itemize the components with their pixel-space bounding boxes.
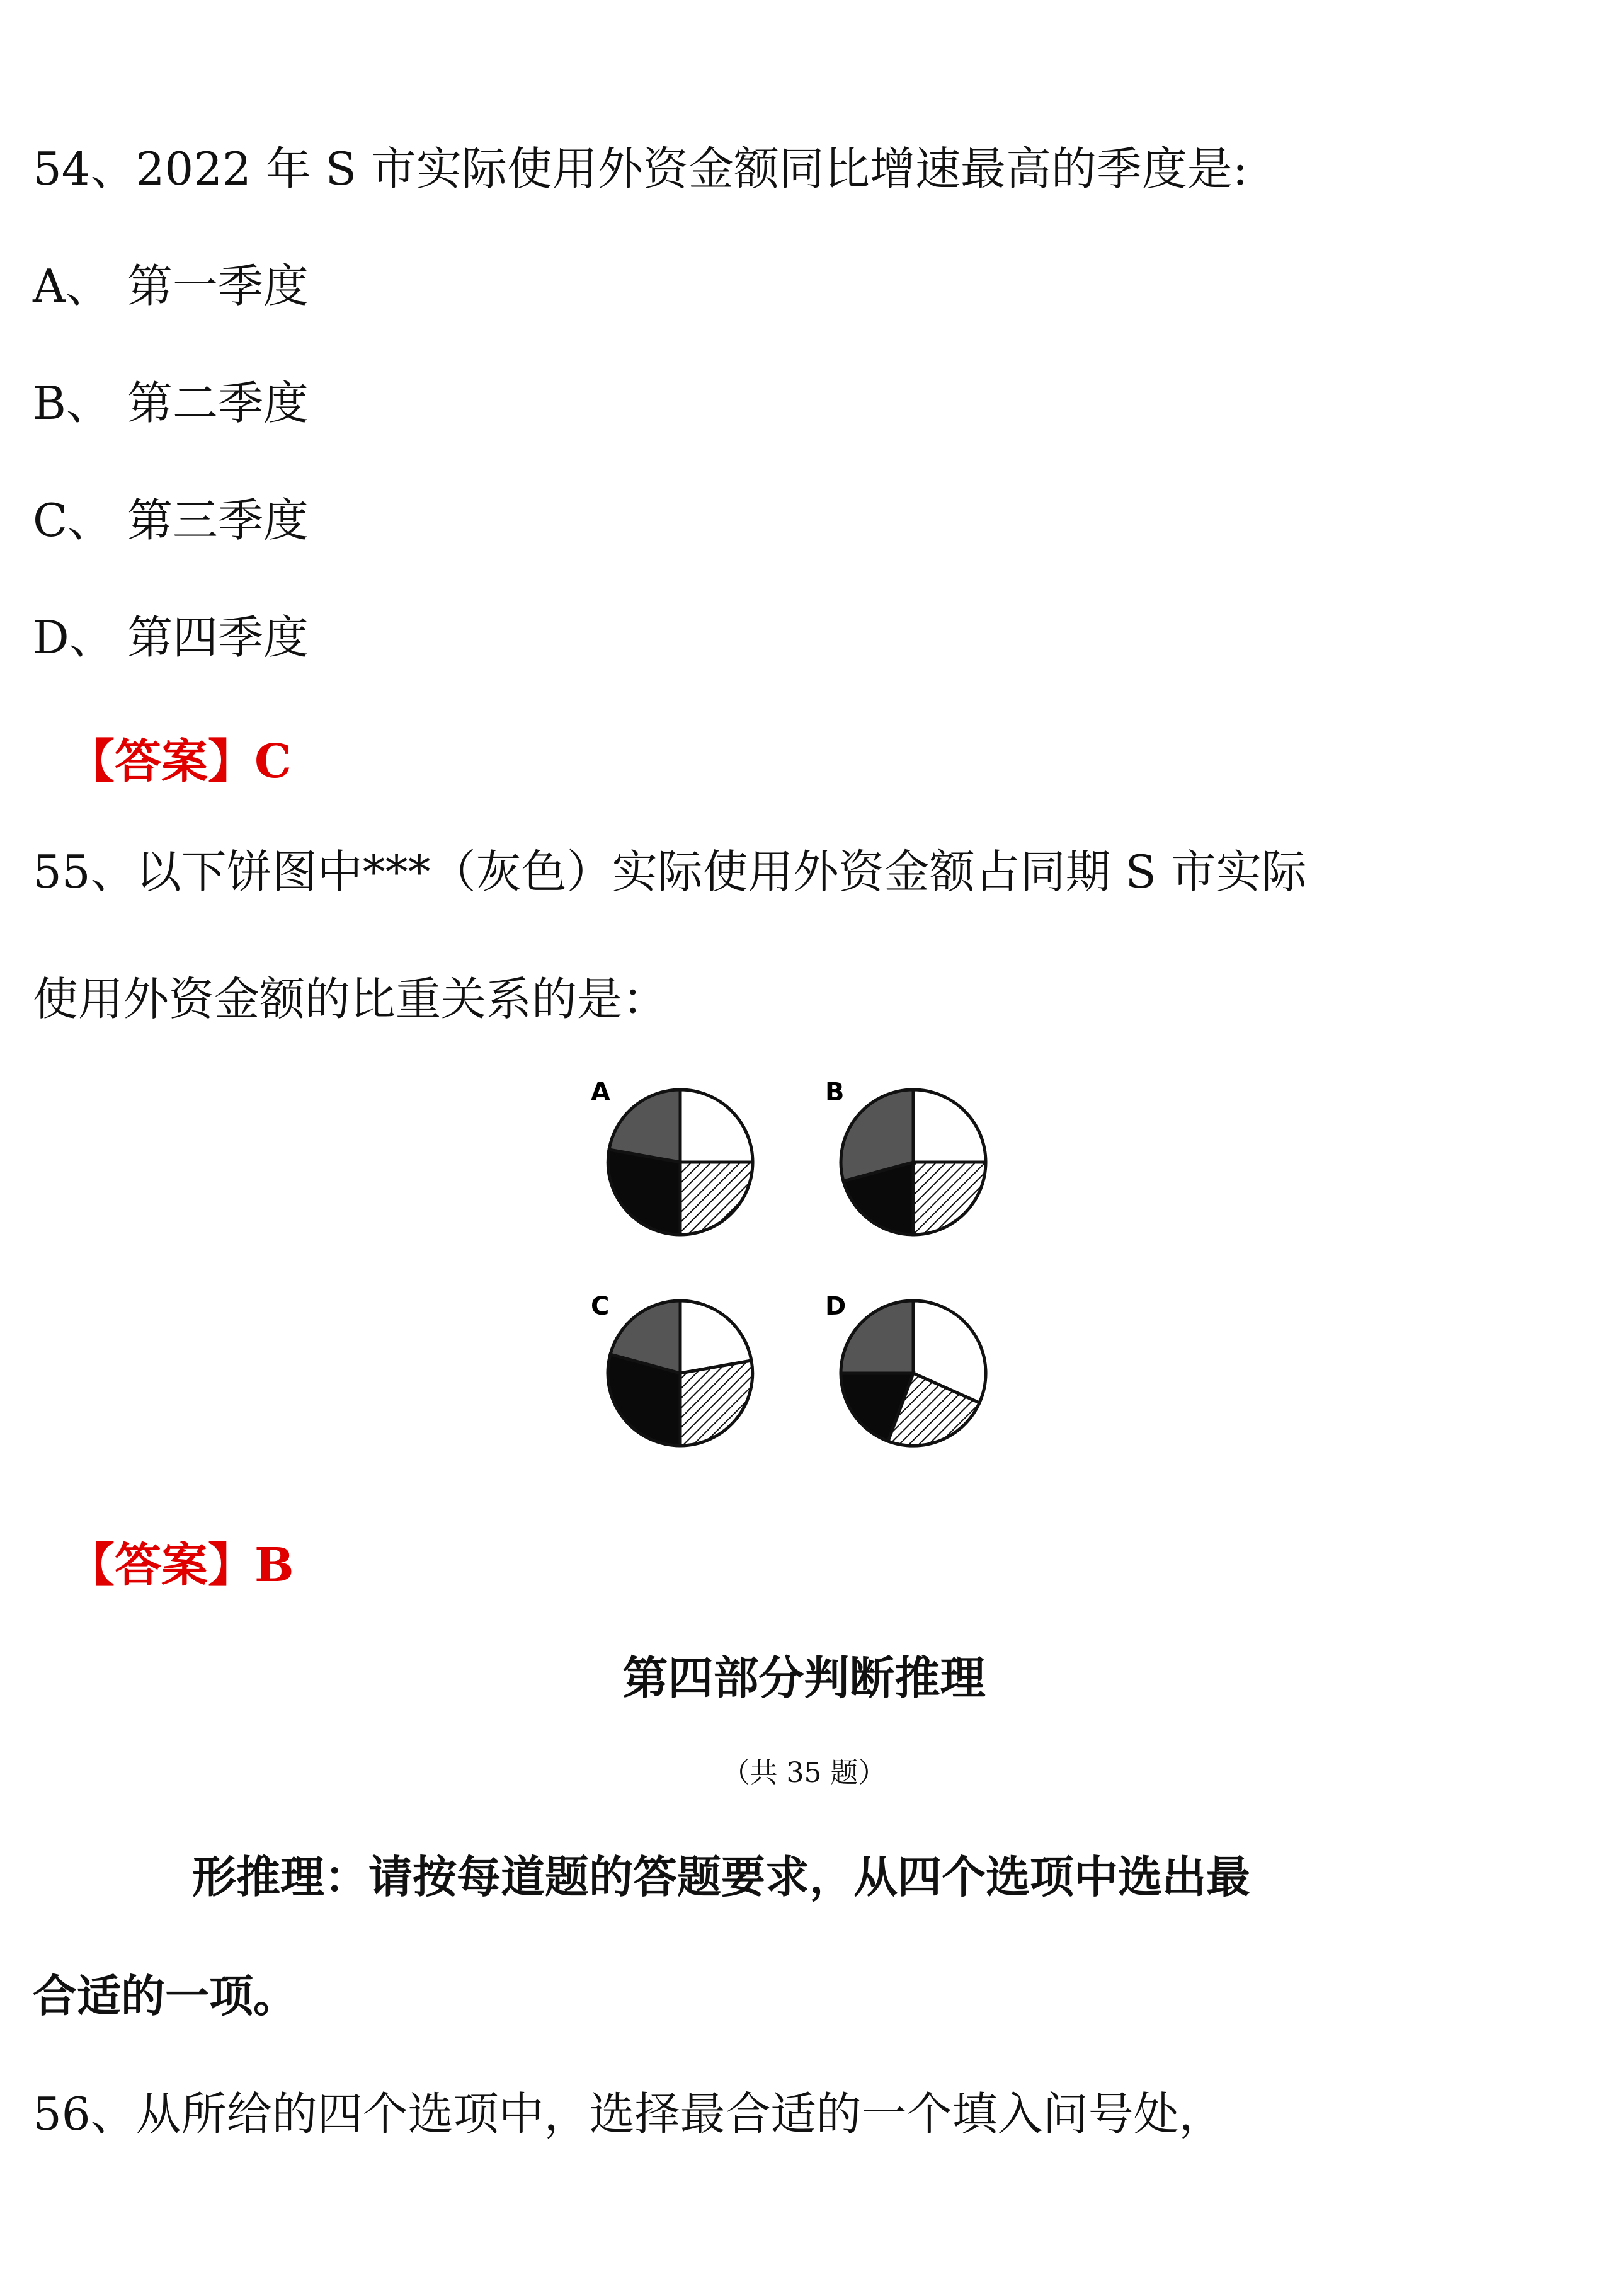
section-subtitle: （共 35 题） (722, 1757, 886, 1789)
q55-answer: 【答案】B (68, 1538, 294, 1592)
section-title: 第四部分判断推理 (622, 1652, 986, 1705)
pie-option-c[interactable] (591, 1292, 753, 1446)
q54-option-a[interactable] (33, 260, 309, 312)
option-text: 第三季度 (127, 494, 309, 547)
q55-stem-line2: 使用外资金额的比重关系的是： (33, 973, 668, 1025)
option-letter: C、 (33, 494, 113, 547)
section-instruction-line2: 合适的一项。 (33, 1970, 297, 2022)
option-text: 第一季度 (127, 260, 309, 312)
option-letter: B、 (33, 377, 111, 430)
q54-option-b[interactable] (33, 377, 309, 430)
q56-stem: 56、从所给的四个选项中，选择最合适的一个填入问号处， (33, 2088, 1224, 2140)
q55-stem-line1: 55、以下饼图中***（灰色）实际使用外资金额占同期 S 市实际 (33, 845, 1307, 898)
section-instruction-line1: 形推理：请按每道题的答题要求，从四个选项中选出最 (192, 1851, 1250, 1903)
option-text: 第四季度 (127, 611, 309, 664)
option-letter: A、 (33, 260, 111, 312)
q54-stem: 54、2022 年 S 市实际使用外资金额同比增速最高的季度是: (33, 142, 1248, 195)
pie-label-a: A (591, 1078, 610, 1107)
pie-label-c: C (591, 1292, 610, 1321)
q54-option-c[interactable] (33, 494, 309, 547)
pie-option-a[interactable] (591, 1078, 753, 1235)
q54-option-d[interactable] (33, 611, 309, 664)
pie-option-b[interactable] (825, 1078, 986, 1235)
option-letter: D、 (33, 611, 115, 664)
q54-answer: 【答案】C (68, 734, 292, 789)
pie-label-d: D (825, 1292, 847, 1321)
pie-options-figure (579, 1068, 1033, 1458)
pie-label-b: B (825, 1078, 845, 1107)
option-text: 第二季度 (127, 377, 309, 430)
pie-option-d[interactable] (825, 1292, 986, 1446)
